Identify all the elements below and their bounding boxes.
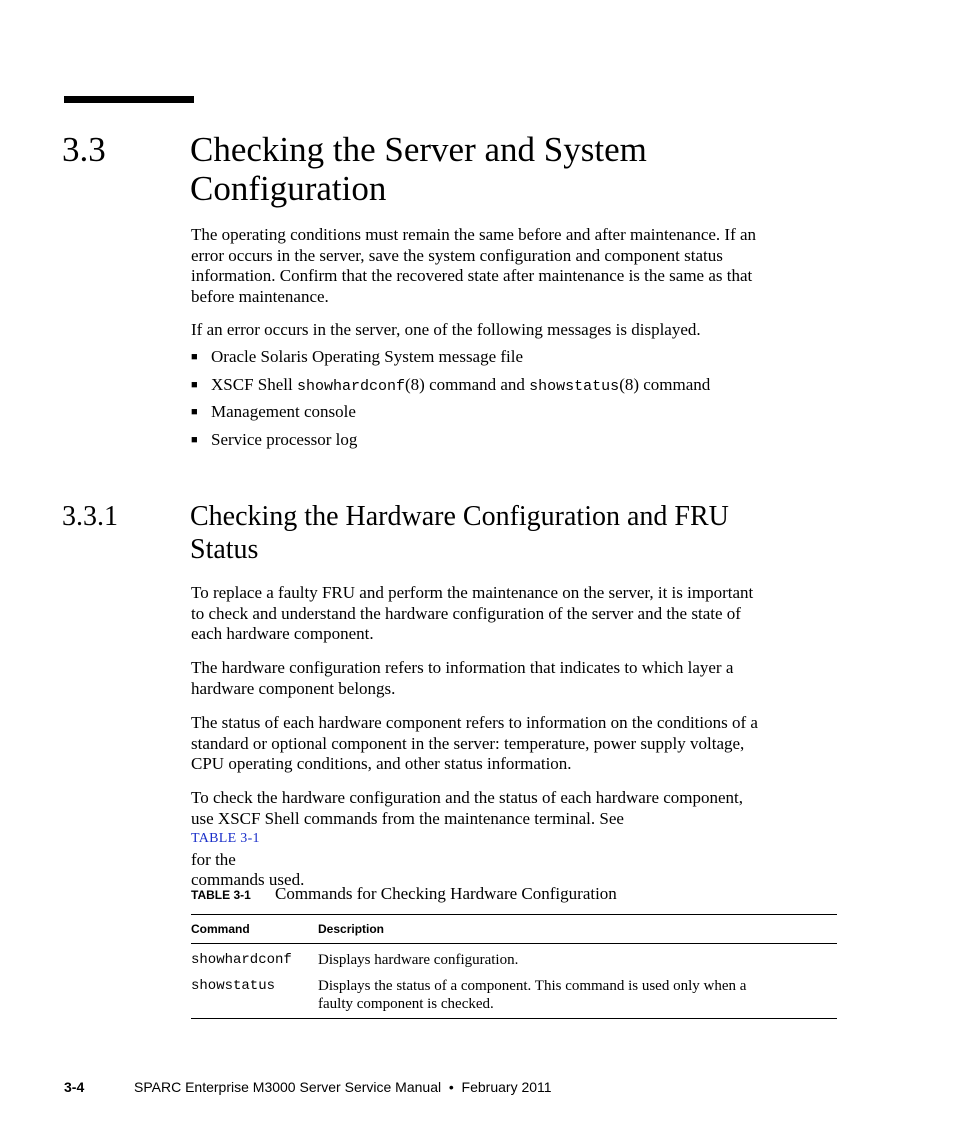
xscf-commands-paragraph: To check the hardware configuration and the status of each hardware component, use XSCF Shell commands from the maintenance terminal. See TABLE 3-1 for the commands used. (191, 788, 839, 891)
table-header-row (191, 915, 837, 944)
bullet-square-icon: ■ (191, 406, 198, 418)
section-rule (64, 96, 194, 103)
subsection-number: 3.3.1 (62, 501, 118, 532)
section-title-line2: Configuration (190, 169, 387, 208)
section-intro-paragraph: The operating conditions must remain the same before and after maintenance. If an error occurs in the server, save the system configuration and component status information. Confirm that the recovered state after maintenance is the same as that before maintenance. (191, 225, 757, 306)
list-item: ■ Oracle Solaris Operating System message file (191, 347, 839, 375)
bullet-square-icon: ■ (191, 378, 198, 391)
table-label: TABLE 3-1 (191, 888, 251, 902)
command-name: showhardconf (296, 377, 406, 395)
column-header-command: Command (191, 922, 250, 936)
command-name: showstatus (529, 377, 620, 395)
table-row (191, 973, 837, 1018)
section-number: 3.3 (62, 130, 106, 169)
section-title (190, 130, 870, 208)
subsection-title-line1: Checking the Hardware Configuration and FRU (190, 501, 729, 532)
page-number: 3-4 (64, 1079, 85, 1095)
bullet-square-icon: ■ (191, 351, 198, 363)
section-title-line1: Checking the Server and System (190, 130, 647, 169)
bullet-square-icon: ■ (191, 433, 198, 446)
table-caption (191, 884, 617, 904)
subsection-title (190, 500, 870, 566)
error-messages-paragraph: If an error occurs in the server, one of the following messages is displayed. (191, 320, 701, 339)
table-reference-link[interactable]: TABLE 3-1 (191, 831, 260, 846)
command-cell: showhardconf (191, 952, 292, 968)
list-item: ■ XSCF Shell showhardconf(8) command and showstatus(8) command (191, 375, 839, 403)
column-header-description: Description (318, 922, 385, 936)
command-cell: showstatus (191, 978, 276, 994)
list-item: ■ Service processor log (191, 430, 839, 458)
description-cell: Displays the status of a component. This command is used only when a faulty component is checked. (318, 978, 747, 1012)
table-caption-text: Commands for Checking Hardware Configuration (275, 884, 617, 903)
list-item: ■ Management console (191, 402, 839, 430)
subsection-title-line2: Status (190, 534, 259, 565)
description-cell: Displays hardware configuration. (318, 952, 519, 968)
error-message-list (191, 347, 839, 457)
component-status-paragraph: The status of each hardware component refers to information on the conditions of a standard or optional component in the server: temperature, power supply voltage, CPU operating conditions, and other status information. (191, 713, 758, 773)
footer-text: SPARC Enterprise M3000 Server Service Manual • February 2011 (134, 1079, 552, 1095)
page-footer (64, 1079, 552, 1095)
commands-table (191, 914, 837, 1019)
fru-replacement-paragraph: To replace a faulty FRU and perform the maintenance on the server, it is important to check and understand the hardware configuration of the server and the state of each hardware component. (191, 583, 754, 643)
table-row (191, 944, 837, 973)
hardware-configuration-paragraph: The hardware configuration refers to information that indicates to which layer a hardware component belongs. (191, 658, 734, 698)
